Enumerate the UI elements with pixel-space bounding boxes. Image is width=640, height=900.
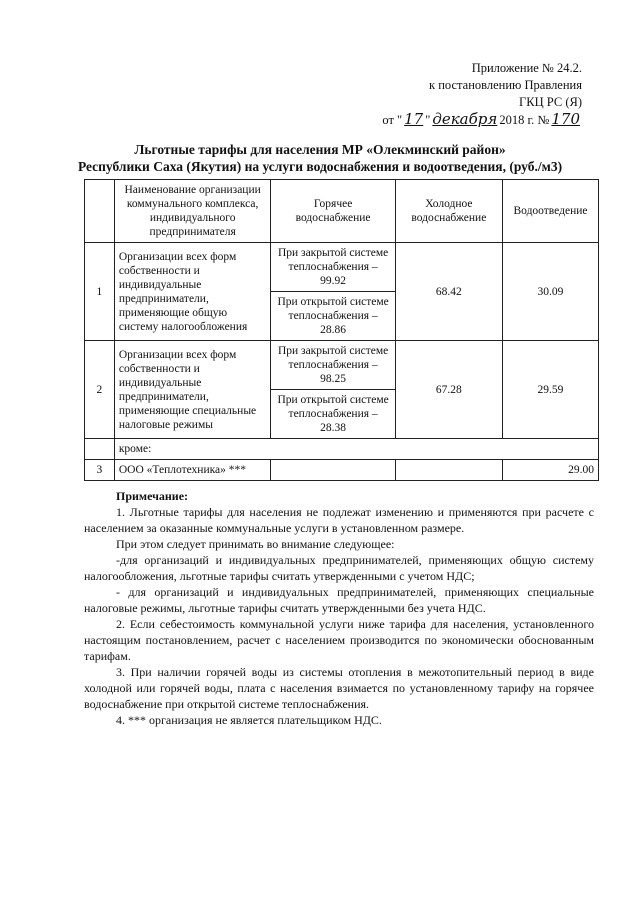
row-number: 3 (85, 460, 115, 481)
date-prefix: от " (382, 113, 403, 127)
handwritten-day: 17 (404, 110, 424, 128)
note-paragraph: 4. *** организация не является плательщиком НДС. (116, 713, 382, 727)
hot-water-tariff (271, 460, 395, 481)
except-label: кроме: (114, 439, 598, 460)
row-number: 2 (85, 341, 115, 439)
date-quote: " (425, 113, 431, 127)
title-line-1: Льготные тарифы для населения МР «Олекминский район» (134, 142, 506, 157)
cold-water-tariff (395, 460, 502, 481)
row-organization: Организации всех форм собственности и индивидуальные предприниматели, применяющие общую систему налогообложения (114, 243, 271, 341)
note-paragraph: 3. При наличии горячей воды из системы отопления в межотопительный период в виде холодной или горячей воды, плата с населения взимается по установленному тарифу на горячее водоснабжение при открытой системе теплоснабжения. (84, 665, 594, 711)
drainage-tariff: 29.00 (502, 460, 598, 481)
header-organization: Наименование организации коммунального комплекса, индивидуального предпринимателя (114, 180, 271, 243)
resolution-date-line (382, 111, 582, 129)
row-number: 1 (85, 243, 115, 341)
header-hot-water: Горячее водоснабжение (271, 180, 395, 243)
committee-name: ГКЦ РС (Я) (519, 95, 582, 109)
hot-open-tariff: При открытой системе теплоснабжения – 28.38 (271, 390, 395, 439)
cold-water-tariff: 68.42 (395, 243, 502, 341)
cold-water-tariff: 67.28 (395, 341, 502, 439)
drainage-tariff: 30.09 (502, 243, 598, 341)
table-row (85, 243, 599, 292)
row-organization: ООО «Теплотехника» *** (114, 460, 271, 481)
header-cold-water: Холодное водоснабжение (395, 180, 502, 243)
header-number-cell (85, 180, 115, 243)
table-header-row (85, 180, 599, 243)
tariffs-table (84, 179, 599, 481)
table-row (85, 341, 599, 390)
handwritten-number: 170 (551, 110, 580, 128)
note-paragraph: -для организаций и индивидуальных предпринимателей, применяющих общую систему налогообложения, льготные тарифы считать утвержденными с учетом НДС; (84, 553, 594, 583)
title-line-2: Республики Саха (Якутия) на услуги водоснабжения и водоотведения, (руб./м3) (77, 159, 563, 174)
date-year: 2018 г. № (499, 113, 550, 127)
row-organization: Организации всех форм собственности и индивидуальные предприниматели, применяющие специальные налоговые режимы (114, 341, 271, 439)
resolution-reference: к постановлению Правления (429, 78, 582, 92)
notes-heading: Примечание: (116, 489, 189, 503)
hot-open-tariff: При открытой системе теплоснабжения – 28.86 (271, 292, 395, 341)
note-paragraph: - для организаций и индивидуальных предпринимателей, применяющих специальные налоговые режимы, льготные тарифы считать утвержденными без учета НДС. (84, 585, 594, 615)
hot-closed-tariff: При закрытой системе теплоснабжения – 99.92 (271, 243, 395, 292)
note-paragraph: 2. Если себестоимость коммунальной услуги ниже тарифа для населения, установленного настоящим постановлением, расчет с населением производится по экономически обоснованным тарифам. (84, 617, 594, 663)
table-row (85, 460, 599, 481)
notes-section (84, 488, 594, 728)
header-drainage: Водоотведение (502, 180, 598, 243)
note-paragraph: 1. Льготные тарифы для населения не подлежат изменению и применяются при расчете с населением за оказанные коммунальные услуги в установленном размере. (84, 505, 594, 535)
table-row-except (85, 439, 599, 460)
appendix-number: Приложение № 24.2. (471, 61, 582, 75)
document-title (50, 141, 590, 175)
drainage-tariff: 29.59 (502, 341, 598, 439)
except-number-cell (85, 439, 115, 460)
handwritten-month: декабря (432, 110, 498, 128)
hot-closed-tariff: При закрытой системе теплоснабжения – 98.25 (271, 341, 395, 390)
document-header (382, 60, 582, 129)
note-paragraph: При этом следует принимать во внимание следующее: (116, 537, 395, 551)
